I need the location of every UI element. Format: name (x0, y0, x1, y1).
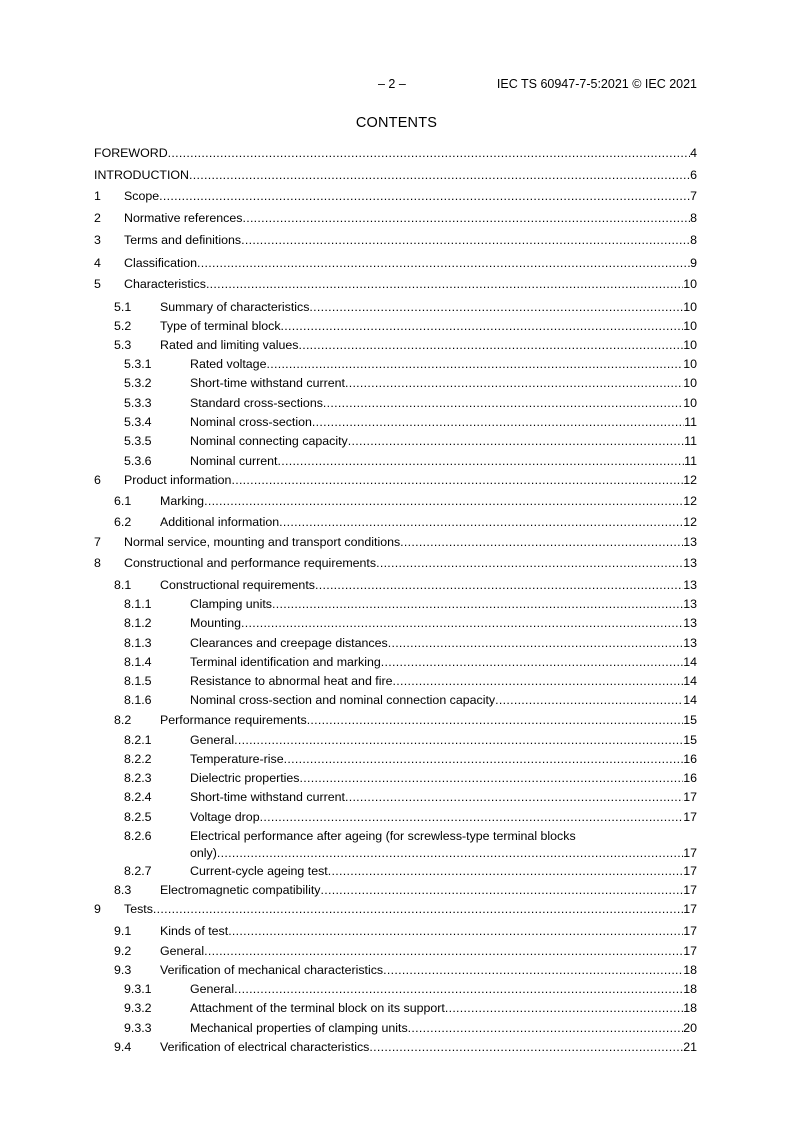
toc-entry[interactable] (0, 1001, 793, 1018)
toc-entry-page: 7 (690, 189, 697, 203)
toc-entry[interactable] (0, 515, 793, 532)
toc-dot-leader (204, 494, 683, 509)
toc-entry-title: INTRODUCTION (94, 168, 189, 182)
toc-entry-page: 4 (690, 146, 697, 160)
toc-dot-leader (345, 790, 683, 805)
toc-dot-leader (279, 515, 683, 530)
toc-entry[interactable] (0, 1021, 793, 1038)
toc-entry-number: 6 (94, 473, 101, 487)
toc-entry-number: 9.3.1 (124, 982, 152, 996)
toc-dot-leader (284, 752, 684, 767)
toc-entry-page: 13 (683, 597, 697, 611)
toc-entry[interactable] (0, 944, 793, 961)
toc-entry-page: 16 (683, 771, 697, 785)
toc-entry-page: 10 (683, 376, 697, 390)
toc-entry-title: Rated voltage (190, 357, 267, 371)
toc-entry-title: FOREWORD (94, 146, 168, 160)
toc-entry[interactable] (0, 883, 793, 900)
toc-entry-page: 12 (683, 515, 697, 529)
toc-entry-number: 8.2.1 (124, 733, 152, 747)
toc-dot-leader (217, 846, 683, 861)
toc-entry-number: 5.3.2 (124, 376, 152, 390)
toc-entry-title: Nominal connecting capacity (190, 434, 348, 448)
toc-entry-title: Attachment of the terminal block on its support (190, 1001, 445, 1015)
page-number: – 2 – (378, 77, 406, 91)
toc-entry[interactable] (0, 597, 793, 614)
toc-entry[interactable] (0, 338, 793, 355)
toc-dot-leader (241, 616, 683, 631)
toc-entry[interactable] (0, 693, 793, 710)
toc-entry[interactable] (0, 771, 793, 788)
toc-entry-title: Constructional requirements (160, 578, 315, 592)
toc-dot-leader (309, 300, 683, 315)
toc-entry-number: 9.3 (114, 963, 132, 977)
toc-entry-page: 18 (683, 1001, 697, 1015)
toc-dot-leader (153, 902, 683, 917)
toc-entry-page: 21 (683, 1040, 697, 1054)
toc-entry-title: Rated and limiting values (160, 338, 299, 352)
toc-entry[interactable] (0, 578, 793, 595)
toc-entry-title: General (190, 733, 235, 747)
toc-entry-title: Standard cross-sections (190, 396, 323, 410)
toc-entry-page: 10 (683, 396, 697, 410)
toc-entry-page: 13 (683, 578, 697, 592)
toc-dot-leader (328, 864, 683, 879)
toc-dot-leader (376, 556, 683, 571)
toc-entry[interactable] (0, 535, 793, 552)
toc-dot-leader (228, 924, 683, 939)
toc-entry-number: 8.1.2 (124, 616, 152, 630)
toc-entry-title: Nominal cross-section (190, 415, 312, 429)
toc-entry-title: Resistance to abnormal heat and fire (190, 674, 393, 688)
toc-entry-page: 10 (683, 338, 697, 352)
toc-entry-number: 4 (94, 256, 101, 270)
toc-dot-leader (189, 168, 690, 183)
toc-entry-title: Clamping units (190, 597, 272, 611)
toc-dot-leader (266, 357, 683, 372)
toc-dot-leader (206, 277, 683, 292)
toc-entry-number: 8 (94, 556, 101, 570)
toc-entry[interactable] (0, 396, 793, 413)
toc-dot-leader (369, 1040, 683, 1055)
toc-entry[interactable] (0, 616, 793, 633)
toc-entry-page: 15 (683, 733, 697, 747)
toc-dot-leader (234, 982, 683, 997)
toc-entry-number: 6.1 (114, 494, 132, 508)
toc-entry-number: 5.3 (114, 338, 132, 352)
toc-entry-number: 2 (94, 211, 101, 225)
toc-entry[interactable] (0, 963, 793, 980)
toc-entry-page: 14 (683, 674, 697, 688)
toc-entry-number: 5.2 (114, 319, 132, 333)
toc-entry[interactable] (0, 810, 793, 827)
toc-entry[interactable] (0, 494, 793, 511)
toc-entry-title: Mechanical properties of clamping units (190, 1021, 408, 1035)
toc-dot-leader (408, 1021, 684, 1036)
toc-entry-page: 17 (683, 790, 697, 804)
toc-entry[interactable] (0, 752, 793, 769)
toc-entry-number: 9.3.2 (124, 1001, 152, 1015)
toc-dot-leader (381, 655, 683, 670)
toc-entry[interactable] (0, 233, 793, 250)
toc-dot-leader (168, 146, 690, 161)
toc-entry[interactable] (0, 655, 793, 672)
toc-entry-number: 9.3.3 (124, 1021, 152, 1035)
toc-entry-page: 14 (683, 655, 697, 669)
toc-entry-number: 8.1.6 (124, 693, 152, 707)
toc-entry-title: Terminal identification and marking (190, 655, 381, 669)
toc-dot-leader (307, 713, 684, 728)
toc-entry-number: 5.3.1 (124, 357, 152, 371)
toc-entry[interactable] (0, 357, 793, 374)
toc-entry-title: Verification of electrical characteristics (160, 1040, 370, 1054)
toc-dot-leader (197, 256, 690, 271)
toc-entry-number: 8.2.4 (124, 790, 152, 804)
toc-entry-page: 8 (690, 211, 697, 225)
toc-dot-leader (383, 963, 683, 978)
toc-entry[interactable] (0, 189, 793, 206)
toc-entry-page: 20 (683, 1021, 697, 1035)
toc-entry-page: 11 (684, 434, 697, 448)
toc-entry[interactable] (0, 376, 793, 393)
toc-entry-title: Summary of characteristics (160, 300, 310, 314)
toc-entry-title: General (160, 944, 205, 958)
toc-entry-title: Voltage drop (190, 810, 260, 824)
toc-entry-number: 8.1.1 (124, 597, 152, 611)
toc-entry-title: Product information (124, 473, 232, 487)
toc-entry-number: 5.3.6 (124, 454, 152, 468)
toc-entry-page: 18 (683, 982, 697, 996)
toc-dot-leader (272, 597, 683, 612)
toc-entry-page: 14 (683, 693, 697, 707)
toc-entry-page: 11 (684, 454, 697, 468)
toc-entry-page: 10 (683, 357, 697, 371)
toc-entry-title: Constructional and performance requirements (124, 556, 377, 570)
toc-dot-leader (300, 771, 684, 786)
toc-entry-page: 17 (683, 902, 697, 916)
toc-dot-leader (320, 883, 683, 898)
toc-entry-number: 3 (94, 233, 101, 247)
toc-dot-leader (242, 211, 690, 226)
toc-entry-title: Additional information (160, 515, 280, 529)
toc-entry-page: 11 (684, 415, 697, 429)
toc-entry-title: Short-time withstand current (190, 376, 345, 390)
toc-entry-title: Temperature-rise (190, 752, 284, 766)
toc-entry-number: 8.2.3 (124, 771, 152, 785)
toc-entry-number: 5.3.3 (124, 396, 152, 410)
toc-dot-leader (345, 376, 683, 391)
toc-entry[interactable] (0, 902, 793, 919)
toc-dot-leader (400, 535, 683, 550)
toc-entry[interactable] (0, 864, 793, 881)
toc-entry-page: 17 (683, 864, 697, 878)
toc-dot-leader (312, 415, 684, 430)
toc-entry-number: 8.3 (114, 883, 132, 897)
toc-entry[interactable] (0, 829, 793, 863)
toc-entry-number: 6.2 (114, 515, 132, 529)
toc-entry[interactable] (0, 434, 793, 451)
toc-entry-title: Normal service, mounting and transport conditions (124, 535, 401, 549)
toc-dot-leader (298, 338, 683, 353)
toc-entry[interactable] (0, 924, 793, 941)
toc-entry-title: Nominal current (190, 454, 278, 468)
toc-entry[interactable] (0, 146, 793, 163)
toc-entry[interactable] (0, 556, 793, 573)
toc-entry-number: 7 (94, 535, 101, 549)
toc-entry-title: Scope (124, 189, 160, 203)
toc-entry[interactable] (0, 277, 793, 294)
toc-entry-number: 5 (94, 277, 101, 291)
toc-dot-leader (159, 189, 690, 204)
toc-entry-title: Classification (124, 256, 197, 270)
toc-entry-number: 5.3.5 (124, 434, 152, 448)
toc-entry[interactable] (0, 733, 793, 750)
toc-entry-page: 8 (690, 233, 697, 247)
toc-entry[interactable] (0, 790, 793, 807)
toc-entry-number: 5.3.4 (124, 415, 152, 429)
toc-entry-title: Kinds of test (160, 924, 229, 938)
toc-entry-number: 9.4 (114, 1040, 132, 1054)
toc-entry-page: 10 (683, 319, 697, 333)
toc-entry-number: 8.2 (114, 713, 132, 727)
toc-entry-number: 8.1.3 (124, 636, 152, 650)
toc-entry-page: 10 (683, 277, 697, 291)
toc-entry-title: Verification of mechanical characteristics (160, 963, 384, 977)
toc-entry-page: 13 (683, 636, 697, 650)
toc-entry-number: 5.1 (114, 300, 132, 314)
toc-entry-page: 17 (683, 810, 697, 824)
toc-dot-leader (445, 1001, 683, 1016)
toc-entry[interactable] (0, 674, 793, 691)
toc-entry-number: 8.1 (114, 578, 132, 592)
toc-dot-leader (388, 636, 684, 651)
toc-entry[interactable] (0, 319, 793, 336)
toc-entry-page: 13 (683, 535, 697, 549)
toc-entry[interactable] (0, 415, 793, 432)
toc-entry[interactable] (0, 211, 793, 228)
toc-dot-leader (393, 674, 684, 689)
toc-entry-title-continued: only) (190, 846, 217, 860)
toc-entry[interactable] (0, 256, 793, 273)
toc-entry[interactable] (0, 713, 793, 730)
toc-entry-number: 8.2.7 (124, 864, 152, 878)
toc-dot-leader (241, 233, 690, 248)
toc-entry-page: 13 (683, 616, 697, 630)
toc-entry-page: 18 (683, 963, 697, 977)
toc-entry[interactable] (0, 300, 793, 317)
toc-dot-leader (204, 944, 683, 959)
toc-entry-title: Performance requirements (160, 713, 307, 727)
toc-entry-number: 9 (94, 902, 101, 916)
toc-entry-number: 8.2.2 (124, 752, 152, 766)
toc-entry-title: Marking (160, 494, 205, 508)
toc-entry-title: General (190, 982, 235, 996)
toc-entry[interactable] (0, 473, 793, 490)
toc-entry-title: Current-cycle ageing test (190, 864, 328, 878)
toc-entry-page: 12 (683, 494, 697, 508)
toc-entry-title: Tests (124, 902, 153, 916)
toc-dot-leader (315, 578, 683, 593)
toc-entry[interactable] (0, 636, 793, 653)
toc-entry-title: Characteristics (124, 277, 206, 291)
toc-entry-page: 17 (683, 924, 697, 938)
toc-entry-page: 10 (683, 300, 697, 314)
toc-entry-number: 1 (94, 189, 101, 203)
toc-entry-page: 12 (683, 473, 697, 487)
toc-dot-leader (348, 434, 684, 449)
toc-entry-title: Electrical performance after ageing (for screwless-type terminal blocks (190, 829, 576, 843)
toc-entry-title: Electromagnetic compatibility (160, 883, 321, 897)
toc-entry-page: 15 (683, 713, 697, 727)
toc-entry-page: 17 (683, 846, 697, 860)
toc-entry-page: 13 (683, 556, 697, 570)
toc-dot-leader (323, 396, 683, 411)
toc-entry-title: Mounting (190, 616, 241, 630)
toc-entry-title: Nominal cross-section and nominal connection capacity (190, 693, 496, 707)
toc-entry-number: 8.2.5 (124, 810, 152, 824)
toc-entry-title: Short-time withstand current (190, 790, 345, 804)
toc-entry-title: Terms and definitions (124, 233, 242, 247)
toc-dot-leader (495, 693, 683, 708)
toc-dot-leader (281, 319, 684, 334)
toc-entry-page: 9 (690, 256, 697, 270)
toc-entry[interactable] (0, 454, 793, 471)
toc-entry-title: Clearances and creepage distances (190, 636, 388, 650)
toc-entry[interactable] (0, 982, 793, 999)
toc-entry-page: 17 (683, 944, 697, 958)
toc-entry-number: 9.2 (114, 944, 132, 958)
toc-entry-title: Type of terminal block (160, 319, 281, 333)
toc-entry[interactable] (0, 1040, 793, 1057)
toc-entry-page: 17 (683, 883, 697, 897)
document-id: IEC TS 60947-7-5:2021 © IEC 2021 (496, 77, 697, 91)
contents-heading: CONTENTS (355, 115, 438, 131)
toc-entry-title: Normative references (124, 211, 243, 225)
toc-entry-number: 8.1.4 (124, 655, 152, 669)
toc-dot-leader (234, 733, 683, 748)
toc-entry-number: 8.2.6 (124, 829, 152, 843)
toc-entry[interactable] (0, 168, 793, 185)
toc-dot-leader (277, 454, 684, 469)
toc-entry-page: 16 (683, 752, 697, 766)
toc-entry-page: 6 (690, 168, 697, 182)
toc-entry-number: 9.1 (114, 924, 132, 938)
toc-entry-title: Dielectric properties (190, 771, 300, 785)
toc-dot-leader (260, 810, 684, 825)
toc-entry-number: 8.1.5 (124, 674, 152, 688)
toc-dot-leader (231, 473, 683, 488)
